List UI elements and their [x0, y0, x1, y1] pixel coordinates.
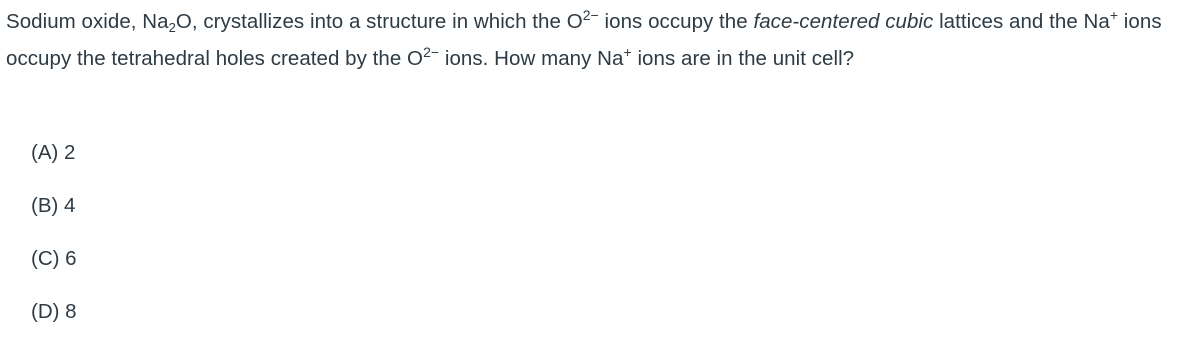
- question-text: [6, 3, 1196, 77]
- choice-b[interactable]: (B) 4: [31, 194, 76, 217]
- answer-choices: [31, 134, 77, 346]
- question-segment: ions. How many Na: [439, 47, 624, 70]
- superscript: +: [623, 44, 632, 60]
- superscript: 2−: [582, 7, 599, 23]
- superscript: 2−: [423, 44, 440, 60]
- subscript: 2: [168, 20, 176, 35]
- question-segment: O, crystallizes into a structure in which the O: [175, 10, 583, 33]
- choice-a[interactable]: (A) 2: [31, 141, 76, 164]
- question-segment: ions occupy the tetrahedral holes created by the O: [6, 10, 1162, 70]
- choice-d[interactable]: (D) 8: [31, 300, 77, 323]
- emphasis-term: face-centered cubic: [753, 10, 934, 33]
- question-segment: Sodium oxide, Na: [6, 10, 169, 33]
- superscript: +: [1109, 7, 1119, 23]
- choice-c[interactable]: (C) 6: [31, 247, 77, 270]
- question-segment: ions occupy the: [598, 10, 754, 33]
- question-segment: lattices and the Na: [933, 10, 1110, 33]
- question-segment: ions are in the unit cell?: [631, 47, 855, 70]
